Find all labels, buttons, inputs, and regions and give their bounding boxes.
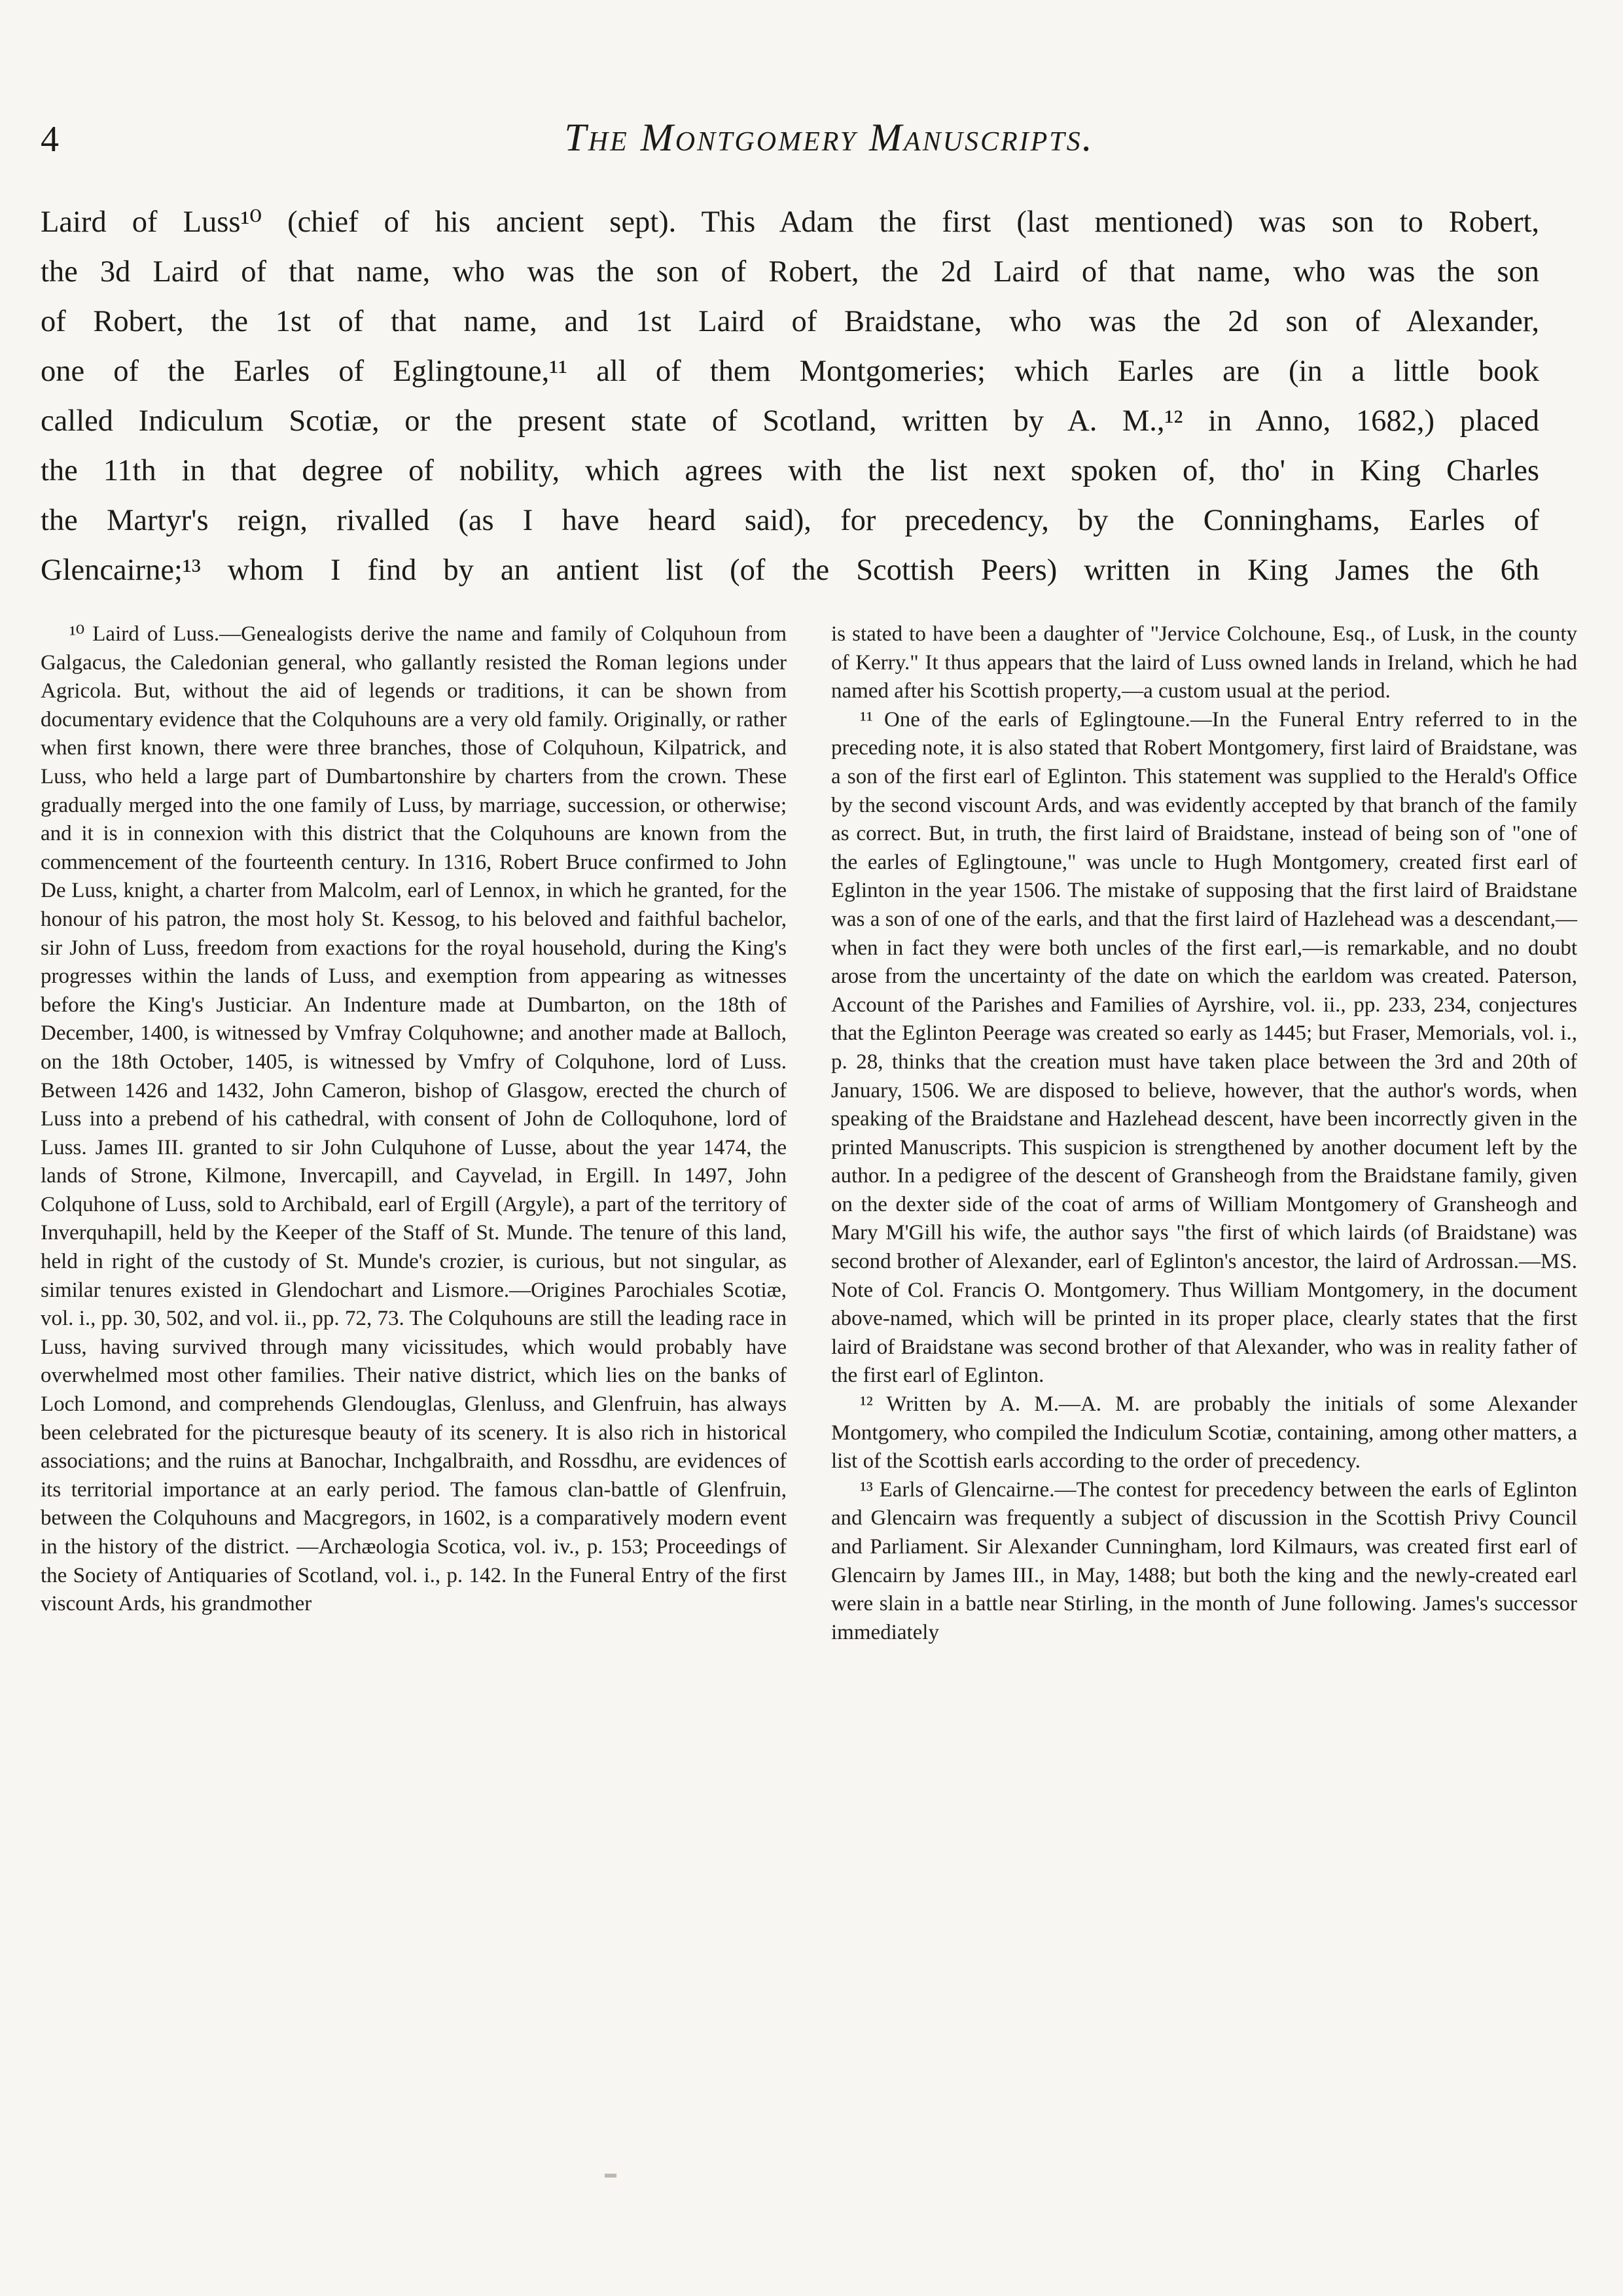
main-text-line: the Martyr's reign, rivalled (as I have heard said), for precedency, by the Conninghams, Earles of	[41, 504, 1539, 537]
running-title: The Montgomery Manuscripts.	[564, 116, 1094, 159]
footnotes-left-column	[41, 620, 787, 1619]
main-text-line: called Indiculum Scotiæ, or the present state of Scotland, written by A. M.,¹² in Anno, 1682,) placed	[41, 404, 1539, 438]
main-text-line: Glencairne;¹³ whom I find by an antient list (of the Scottish Peers) written in King James the 6th	[41, 554, 1539, 587]
footnotes-right-column	[831, 620, 1577, 1647]
running-head	[41, 111, 1539, 170]
page-number: 4	[41, 119, 59, 160]
footnote-10: ¹⁰ Laird of Luss.—Genealogists derive the name and family of Colquhoun from Galgacus, the Caledonian general, who gallantly resisted the Roman legions under Agricola. But, without the aid of legends or traditions, it can be shown from documentary evidence that the Colquhouns are a very old family. Originally, or rather when first known, there were three branches, those of Colquhoun, Kilpatrick, and Luss, who held a large part of Dumbartonshire by charters from the crown. These gradually merged into the one family of Luss, by marriage, succession, or otherwise; and it is in connexion with this district that the Colquhouns are known from the commencement of the fourteenth century. In 1316, Robert Bruce confirmed to John De Luss, knight, a charter from Malcolm, earl of Lennox, in which he granted, for the honour of his patron, the most holy St. Kessog, to his beloved and faithful bachelor, sir John of Luss, freedom from exactions for the royal household, during the King's progresses within the lands of Luss, and exemption from appearing as witnesses before the King's Justiciar. An Indenture made at Dumbarton, on the 18th of December, 1400, is witnessed by Vmfray Colquhowne; and another made at Balloch, on the 18th October, 1405, is witnessed by Vmfry of Colquhone, lord of Luss. Between 1426 and 1432, John Cameron, bishop of Glasgow, erected the church of Luss into a prebend of his cathedral, with consent of John de Colloquhone, lord of Luss. James III. granted to sir John Culquhone of Lusse, about the year 1474, the lands of Strone, Kilmone, Invercapill, and Cayvelad, in Ergill. In 1497, John Colquhone of Luss, sold to Archibald, earl of Ergill (Argyle), a part of the territory of Inverquhapill, held by the Keeper of the Staff of St. Munde. The tenure of this land, held in right of the custody of St. Munde's crozier, is curious, but not singular, as similar tenures existed in Glendochart and Lismore.—Origines Parochiales Scotiæ, vol. i., pp. 30, 502, and vol. ii., pp. 72, 73. The Colquhouns are still the leading race in Luss, having survived through many vicissitudes, which would probably have overwhelmed most other families. Their native district, which lies on the banks of Loch Lomond, and comprehends Glendouglas, Glenluss, and Glenfruin, has always been celebrated for the picturesque beauty of its scenery. It is also rich in historical associations; and the ruins at Banochar, Inchgalbraith, and Rossdhu, are evidences of its territorial importance at an early period. The famous clan-battle of Glenfruin, between the Colquhouns and Macgregors, in 1602, is a comparatively modern event in the history of the district. —Archæologia Scotica, vol. iv., p. 153; Proceedings of the Society of Antiquaries of Scotland, vol. i., p. 142. In the Funeral Entry of the first viscount Ards, his grandmother	[41, 622, 787, 1616]
footnote-10-continued: is stated to have been a daughter of "Jervice Colchoune, Esq., of Lusk, in the county of Kerry." It thus appears that the laird of Luss owned lands in Ireland, which he had named after his Scottish property,—a custom usual at the period.	[831, 622, 1577, 703]
main-text-line: the 3d Laird of that name, who was the son of Robert, the 2d Laird of that name, who was the son	[41, 255, 1539, 289]
footnote-11: ¹¹ One of the earls of Eglingtoune.—In the Funeral Entry referred to in the preceding note, it is also stated that Robert Montgomery, first laird of Braidstane, was a son of the first earl of Eglinton. This statement was supplied to the Herald's Office by the second viscount Ards, and was evidently accepted by that branch of the family as correct. But, in truth, the first laird of Braidstane, instead of being son of "one of the earles of Eglingtoune," was uncle to Hugh Montgomery, created first earl of Eglinton in the year 1506. The mistake of supposing that the first laird of Braidstane was a son of one of the earls, and that the first laird of Hazlehead was a descendant,—when in fact they were both uncles of the first earl,—is remarkable, and no doubt arose from the uncertainty of the date on which the earldom was created. Paterson, Account of the Parishes and Families of Ayrshire, vol. ii., pp. 233, 234, conjectures that the Eglinton Peerage was created so early as 1445; but Fraser, Memorials, vol. i., p. 28, thinks that the creation must have taken place between the 3rd and 20th of January, 1506. We are disposed to believe, however, that the author's words, when speaking of the Braidstane and Hazlehead descent, have been incorrectly given in the printed Manuscripts. This suspicion is strengthened by another document left by the author. In a pedigree of the descent of Gransheogh from the Braidstane family, given on the dexter side of the coat of arms of William Montgomery of Gransheogh and Mary M'Gill his wife, the author says "the first of which lairds (of Braidstane) was second brother of Alexander, earl of Eglinton's ancestor, the laird of Ardrossan.—MS. Note of Col. Francis O. Montgomery. Thus William Montgomery, in the document above-named, which will be printed in its proper place, clearly states that the first laird of Braidstane was second brother of that Alexander, who was in reality father of the first earl of Eglinton.	[831, 707, 1577, 1388]
footnote-12: ¹² Written by A. M.—A. M. are probably the initials of some Alexander Montgomery, who compiled the Indiculum Scotiæ, containing, among other matters, a list of the Scottish earls according to the order of precedency.	[831, 1392, 1577, 1474]
main-text-line: the 11th in that degree of nobility, which agrees with the list next spoken of, tho' in King Charles	[41, 454, 1539, 487]
main-text-line: one of the Earles of Eglingtoune,¹¹ all of them Montgomeries; which Earles are (in a little book	[41, 355, 1539, 388]
footnote-13: ¹³ Earls of Glencairne.—The contest for precedency between the earls of Eglinton and Glencairn was frequently a subject of discussion in the Scottish Privy Council and Parliament. Sir Alexander Cunningham, lord Kilmaurs, was created first earl of Glencairn by James III., in May, 1488; but both the king and the newly-created earl were slain in a battle near Stirling, in the month of June following. James's successor immediately	[831, 1477, 1577, 1644]
main-text	[41, 198, 1539, 595]
main-text-line: Laird of Luss¹⁰ (chief of his ancient sept). This Adam the first (last mentioned) was son to Robert,	[41, 205, 1539, 239]
print-speck	[605, 2174, 616, 2178]
main-text-line: of Robert, the 1st of that name, and 1st Laird of Braidstane, who was the 2d son of Alexander,	[41, 305, 1539, 338]
